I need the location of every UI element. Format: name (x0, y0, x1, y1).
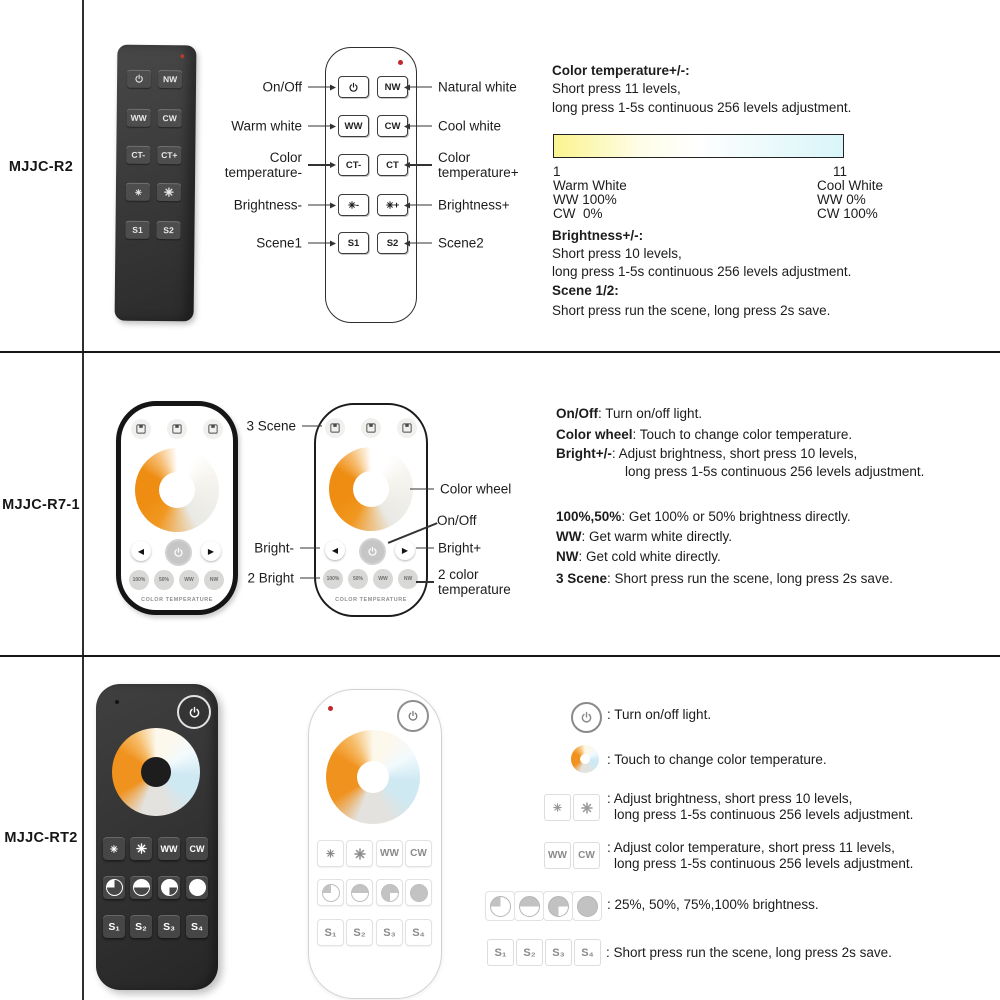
nw-button: NW (204, 570, 224, 590)
scene2-button: S2 (156, 221, 180, 239)
legend-brightness-text-1: : Adjust brightness, short press 10 levels, (607, 791, 853, 806)
brightness-75-button (158, 876, 180, 899)
scene-button-1 (131, 419, 151, 439)
legend-scene-text: : Short press run the scene, long press 2s save. (606, 945, 892, 960)
callout-ct-plus: Color temperature+ (404, 150, 538, 180)
legend-percent-text: : 25%, 50%, 75%,100% brightness. (607, 897, 819, 912)
indicator-led (328, 706, 333, 711)
brightness-25-button (103, 876, 125, 899)
legend-brightness-minus-button (544, 794, 571, 821)
brightness-plus-button (157, 183, 181, 201)
brightness-star-icon (354, 848, 366, 860)
color-wheel-hole (141, 757, 171, 787)
color-temperature-caption: COLOR TEMPERATURE (141, 597, 213, 603)
cw-button: CW (158, 109, 182, 127)
arrow-right-icon (330, 240, 336, 246)
brightness-100-button: 100% (323, 569, 343, 589)
legend-brightness-50-button (514, 891, 544, 921)
legend-brightness-100-button (572, 891, 602, 921)
brightness-star-icon (326, 849, 335, 858)
brightness-star-icon (348, 201, 356, 209)
legend-brightness-25-button (485, 891, 515, 921)
section-divider-1 (0, 351, 1000, 353)
color-wheel (112, 728, 200, 816)
color-wheel (135, 448, 219, 532)
scene3-button: S₃ (158, 915, 180, 938)
callout-bright-plus: Bright+ (416, 541, 481, 556)
power-icon (188, 706, 201, 719)
callout-scene2: Scene2 (404, 236, 484, 251)
scene2-button: S₂ (130, 915, 152, 938)
callout-2ct: 2 color temperature (416, 567, 534, 597)
brightness-50-button: 50% (154, 570, 174, 590)
power-button (165, 539, 192, 566)
arrow-right-icon (330, 123, 336, 129)
pie-75-icon (381, 884, 399, 902)
callout-scene1: Scene1 (180, 236, 336, 251)
indicator-dot (115, 700, 119, 704)
indicator-led (398, 60, 403, 65)
scene-button-1 (325, 418, 345, 438)
legend-color-wheel-icon (571, 745, 599, 773)
cw-button: CW (405, 840, 432, 867)
cw-button: CW (186, 837, 208, 860)
scale-cool-white: Cool White (817, 178, 884, 193)
legend-wheel-text: : Touch to change color temperature. (607, 752, 827, 767)
scale-warm-white: Warm White (553, 178, 627, 193)
pie-50-icon (519, 896, 540, 917)
brightness-100-button (405, 879, 432, 906)
brightness-line1: Short press 10 levels, (552, 246, 682, 261)
power-button (359, 538, 386, 565)
ww-button: WW (158, 837, 180, 860)
brightness-50-button (130, 876, 152, 899)
arrow-right-icon (330, 84, 336, 90)
scene3-button: S₃ (376, 919, 403, 946)
color-wheel (326, 730, 420, 824)
callout-2bright: 2 Bright (200, 571, 320, 586)
color-temperature-gradient-bar (553, 134, 844, 158)
ww-button: WW (127, 109, 151, 127)
brightness-star-icon (553, 803, 562, 812)
scene1-button: S1 (125, 221, 149, 239)
section-divider-2 (0, 655, 1000, 657)
arrow-right-icon (330, 162, 336, 168)
plus-suffix: + (393, 199, 400, 211)
triangle-left-icon: ◀ (331, 545, 339, 555)
ct-plus-button: CT+ (157, 146, 181, 164)
power-icon (134, 74, 144, 84)
scene1-button: S1 (338, 232, 369, 254)
scene2-button: S2 (377, 232, 408, 254)
ww-button: WW (179, 570, 199, 590)
pie-25-icon (106, 879, 123, 896)
legend-scene2-button: S₂ (516, 939, 543, 966)
save-icon (366, 423, 376, 433)
brightness-50-button: 50% (348, 569, 368, 589)
callout-bright-minus: Bright- (200, 541, 320, 556)
model-label-r2: MJJC-R2 (8, 159, 74, 175)
ct-plus-button: CT (377, 154, 408, 176)
save-icon (402, 423, 412, 433)
ww-button: WW (338, 115, 369, 137)
nw-button: NW (158, 70, 182, 88)
ct-line1: Short press 11 levels, (552, 81, 681, 96)
brightness-50-button (346, 879, 373, 906)
power-button (338, 76, 369, 98)
power-icon (173, 547, 184, 558)
scene-button-3 (397, 418, 417, 438)
legend-brightness-75-button (543, 891, 573, 921)
scale-ww0: WW 0% (817, 192, 866, 207)
legend-ct-text-1: : Adjust color temperature, short press 11 levels, (607, 840, 895, 855)
brightness-plus-button (346, 840, 373, 867)
color-wheel-hole (353, 471, 389, 507)
scale-num-1: 1 (553, 164, 561, 179)
brightness-star-icon (581, 802, 593, 814)
triangle-left-icon: ◀ (137, 546, 145, 556)
pie-25-icon (490, 896, 511, 917)
indicator-led (180, 54, 184, 58)
callout-natural-white: Natural white (404, 80, 517, 95)
model-label-r71: MJJC-R7-1 (2, 497, 80, 513)
pie-75-icon (161, 879, 178, 896)
pie-100-icon (189, 879, 206, 896)
minus-suffix: - (355, 199, 360, 211)
scale-cw100: CW 100% (817, 206, 878, 221)
scale-cw0: CW 0% (553, 206, 603, 221)
callout-brightness-plus: Brightness+ (404, 198, 510, 213)
scene-line1: Short press run the scene, long press 2s save. (552, 303, 831, 318)
scale-ww100: WW 100% (553, 192, 617, 207)
power-icon (580, 711, 593, 724)
pie-50-icon (133, 879, 150, 896)
color-wheel-hole (159, 472, 195, 508)
scene4-button: S₄ (186, 915, 208, 938)
power-icon (407, 710, 419, 722)
legend-scene1-button: S₁ (487, 939, 514, 966)
brightness-plus-button (130, 837, 152, 860)
save-icon (330, 423, 340, 433)
nw-button: NW (398, 569, 418, 589)
callout-cool-white: Cool white (404, 119, 501, 134)
scene1-button: S₁ (317, 919, 344, 946)
legend-brightness-text-2: long press 1-5s continuous 256 levels adjustment. (614, 807, 914, 822)
color-wheel-hole (357, 761, 389, 793)
scene-button-2 (361, 418, 381, 438)
ct-line2: long press 1-5s continuous 256 levels adjustment. (552, 100, 852, 115)
bright-minus-button (325, 540, 345, 560)
brightness-minus-button (338, 194, 369, 216)
brightness-minus-button (103, 837, 125, 860)
ww-button: WW (376, 840, 403, 867)
power-button (177, 695, 211, 729)
callout-color-wheel: Color wheel (410, 482, 511, 497)
brightness-75-button (376, 879, 403, 906)
triangle-right-icon: ▶ (401, 545, 409, 555)
brightness-25-button (317, 879, 344, 906)
color-temperature-caption: COLOR TEMPERATURE (335, 597, 407, 603)
scene1-button: S₁ (103, 915, 125, 938)
info-nw: NW: Get cold white directly. (556, 549, 721, 564)
pie-100-icon (577, 896, 598, 917)
callout-onoff: On/Off (180, 80, 336, 95)
scene-heading: Scene 1/2: (552, 283, 619, 298)
power-button (127, 70, 151, 88)
brightness-star-icon (136, 843, 147, 854)
cw-button: CW (377, 115, 408, 137)
pie-100-icon (410, 884, 428, 902)
callout-ct-minus: Color temperature- (180, 150, 336, 180)
info-bright: Bright+/-: Adjust brightness, short press 10 levels, (556, 446, 858, 461)
info-onoff: On/Off: Turn on/off light. (556, 406, 703, 421)
brightness-line2: long press 1-5s continuous 256 levels adjustment. (552, 264, 852, 279)
r71-remote-diagram (314, 403, 428, 617)
info-100-50: 100%,50%: Get 100% or 50% brightness directly. (556, 509, 851, 524)
scene4-button: S₄ (405, 919, 432, 946)
legend-scene3-button: S₃ (545, 939, 572, 966)
legend-ww-button: WW (544, 842, 571, 869)
ct-minus-button: CT- (126, 146, 150, 164)
callout-onoff: On/Off (437, 513, 477, 528)
ct-minus-button: CT- (338, 154, 369, 176)
rt2-remote-photo (96, 684, 218, 990)
color-wheel (329, 447, 413, 531)
pie-50-icon (351, 884, 369, 902)
legend-ct-text-2: long press 1-5s continuous 256 levels adjustment. (614, 856, 914, 871)
legend-scene4-button: S₄ (574, 939, 601, 966)
info-color-wheel: Color wheel: Touch to change color temperature. (556, 427, 853, 442)
legend-onoff-text: : Turn on/off light. (607, 707, 712, 722)
ct-heading: Color temperature+/-: (552, 63, 690, 78)
scene2-button: S₂ (346, 919, 373, 946)
brightness-star-icon (386, 201, 394, 209)
pie-25-icon (322, 884, 340, 902)
info-bright-cont: long press 1-5s continuous 256 levels adjustment. (625, 464, 925, 479)
rail-divider (82, 0, 84, 1000)
legend-power-icon (571, 702, 602, 733)
save-icon (136, 424, 146, 434)
info-ww: WW: Get warm white directly. (556, 529, 733, 544)
callout-3scene: 3 Scene (180, 419, 322, 434)
power-icon (348, 82, 359, 93)
brightness-heading: Brightness+/-: (552, 228, 644, 243)
scale-num-11: 11 (833, 164, 848, 179)
bright-plus-button (395, 540, 415, 560)
info-3scene: 3 Scene: Short press run the scene, long press 2s save. (556, 571, 893, 586)
legend-brightness-plus-button (573, 794, 600, 821)
brightness-star-icon (134, 188, 141, 195)
model-label-rt2: MJJC-RT2 (4, 830, 78, 846)
brightness-minus-button (317, 840, 344, 867)
bright-minus-button (131, 541, 151, 561)
brightness-minus-button (126, 183, 150, 201)
brightness-star-icon (164, 187, 174, 197)
ww-button: WW (373, 569, 393, 589)
power-button (397, 700, 429, 732)
brightness-100-button: 100% (129, 570, 149, 590)
callout-brightness-minus: Brightness- (180, 198, 336, 213)
rt2-remote-diagram (308, 689, 442, 999)
triangle-right-icon: ▶ (207, 546, 215, 556)
pie-75-icon (548, 896, 569, 917)
legend-cw-button: CW (573, 842, 600, 869)
power-icon (367, 546, 378, 557)
callout-warm-white: Warm white (180, 119, 336, 134)
brightness-star-icon (110, 845, 118, 853)
arrow-right-icon (330, 202, 336, 208)
nw-button: NW (377, 76, 408, 98)
brightness-100-button (186, 876, 208, 899)
